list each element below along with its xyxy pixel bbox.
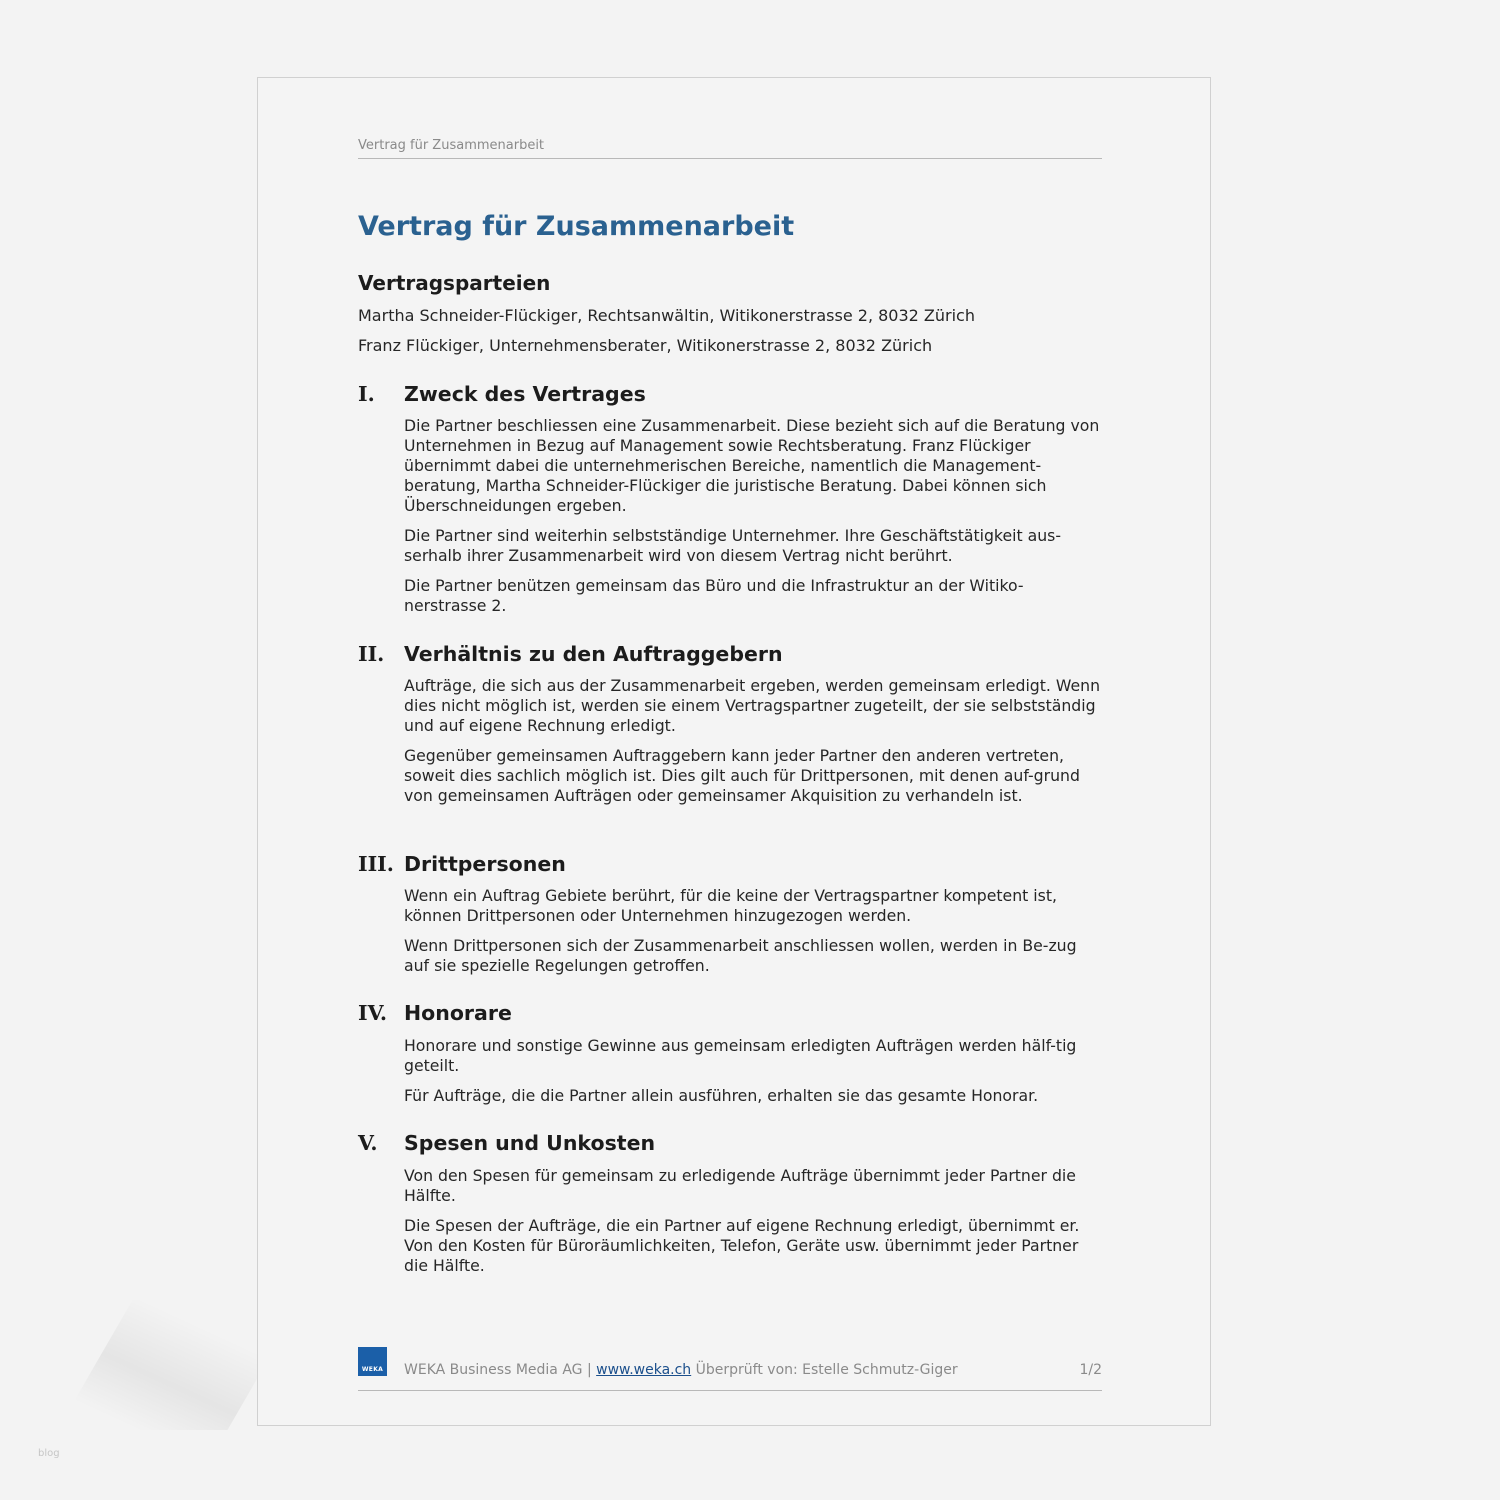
parties-heading: Vertragsparteien [358, 271, 551, 295]
section-paragraph: Die Partner beschliessen eine Zusammenarbeit. Diese bezieht sich auf die Beratung von Unternehmen in Bezug auf Management sowie Rechtsberatung. Franz Flückiger übernimmt dabei die unternehmerischen Bereiche, namentlich die Management-beratung, Martha Schneider-Flückiger die juristische Beratung. Dabei können sich Überschneidungen ergeben. [404, 416, 1100, 515]
watermark: blog [38, 1448, 60, 1459]
section-heading [358, 1131, 655, 1155]
weka-logo: WEKA [358, 1347, 387, 1376]
section-paragraph: Honorare und sonstige Gewinne aus gemeinsam erledigten Aufträgen werden hälf-tig geteilt. [404, 1036, 1077, 1075]
section-paragraph: Für Aufträge, die die Partner allein ausführen, erhalten sie das gesamte Honorar. [404, 1086, 1039, 1105]
footer-company: WEKA Business Media AG | [404, 1362, 592, 1378]
section-paragraph: Von den Spesen für gemeinsam zu erledigende Aufträge übernimmt jeder Partner die Hälfte. [404, 1166, 1076, 1205]
page-number: 1/2 [1079, 1362, 1102, 1378]
section-paragraph: Die Partner sind weiterhin selbstständige Unternehmer. Ihre Geschäftstätigkeit aus-serhalb ihrer Zusammenarbeit wird von diesem Vertrag nicht berührt. [404, 526, 1061, 565]
section-heading [358, 382, 646, 406]
footer-text [404, 1362, 958, 1378]
section-paragraph: Wenn ein Auftrag Gebiete berührt, für die keine der Vertragspartner kompetent ist, können Drittpersonen oder Unternehmen hinzugezogen werden. [404, 886, 1057, 925]
section-title: Spesen und Unkosten [404, 1131, 656, 1155]
section-title: Verhältnis zu den Auftraggebern [404, 642, 783, 666]
document-page [257, 77, 1211, 1426]
section-paragraph: Aufträge, die sich aus der Zusammenarbeit ergeben, werden gemeinsam erledigt. Wenn dies nicht möglich ist, werden sie einem Vertragspartner zugeteilt, der sie selbstständig und auf eigene Rechnung erledigt. [404, 676, 1101, 735]
footer-website-link[interactable]: www.weka.ch [596, 1362, 692, 1378]
section-number: I. [358, 382, 375, 406]
section-title: Drittpersonen [404, 852, 566, 876]
section-paragraph: Gegenüber gemeinsamen Auftraggebern kann jeder Partner den anderen vertreten, soweit dies sachlich möglich ist. Dies gilt auch für Drittpersonen, mit denen auf-grund von gemeinsamen Aufträgen oder gemeinsamer Akquisition zu verhandeln ist. [404, 746, 1080, 805]
footer-reviewed: Überprüft von: Estelle Schmutz-Giger [695, 1362, 958, 1378]
section-number: II. [358, 642, 385, 666]
section-title: Zweck des Vertrages [404, 382, 646, 406]
section-heading [358, 642, 783, 666]
section-heading [358, 852, 566, 876]
section-number: III. [358, 852, 394, 876]
section-paragraph: Die Spesen der Aufträge, die ein Partner auf eigene Rechnung erledigt, übernimmt er. Von den Kosten für Büroräumlichkeiten, Telefon, Geräte usw. übernimmt jeder Partner die Hälfte. [404, 1216, 1080, 1275]
running-header: Vertrag für Zusammenarbeit [358, 138, 1102, 159]
section-heading [358, 1001, 512, 1025]
section-title: Honorare [404, 1001, 512, 1025]
party-line: Franz Flückiger, Unternehmensberater, Witikonerstrasse 2, 8032 Zürich [358, 336, 933, 355]
document-title: Vertrag für Zusammenarbeit [358, 211, 795, 242]
party-line: Martha Schneider-Flückiger, Rechtsanwältin, Witikonerstrasse 2, 8032 Zürich [358, 306, 975, 325]
section-paragraph: Die Partner benützen gemeinsam das Büro und die Infrastruktur an der Witiko-nerstrasse 2. [404, 576, 1024, 615]
section-number: V. [358, 1131, 378, 1155]
page-footer [358, 1346, 1102, 1391]
section-number: IV. [358, 1001, 388, 1025]
section-paragraph: Wenn Drittpersonen sich der Zusammenarbeit anschliessen wollen, werden in Be-zug auf sie spezielle Regelungen getroffen. [404, 936, 1077, 975]
